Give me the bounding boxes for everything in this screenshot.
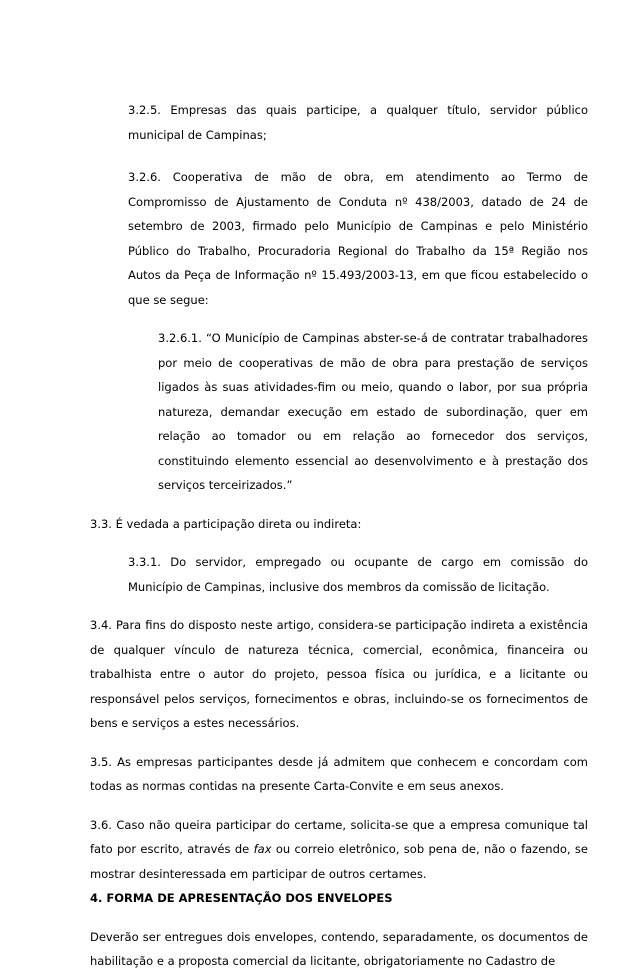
clause-3-5: 3.5. As empresas participantes desde já admitem que conhecem e concordam com todas as normas contidas na presente Carta-Convite e em seus anexos. xyxy=(90,754,588,793)
clause-3-6-text-start: 3.6. Caso não queira participar do certame, solicita-se que a empresa comunique tal fato por escrito, através de xyxy=(90,817,588,856)
clause-3-2-6-1: 3.2.6.1. “O Município de Campinas abster-se-á de contratar trabalhadores por meio de cooperativas de mão de obra para prestação de serviços ligados às suas atividades-fim ou meio, quando o labor, por sua própria natureza, demandar execução em estado de subordinação, quer em relação ao tomador ou em relação ao fornecedor dos serviços, constituindo elemento essencial ao desenvolvimento e à prestação dos serviços terceirizados.” xyxy=(158,331,588,492)
clause-3-3-1: 3.3.1. Do servidor, empregado ou ocupante de cargo em comissão do Município de Campinas, inclusive dos membros da comissão de licitação. xyxy=(128,555,588,594)
clause-3-6-text-end: ou correio eletrônico, sob pena de, não o fazendo, se mostrar desinteressada em participar de outros certames. xyxy=(90,842,588,881)
clause-3-4: 3.4. Para fins do disposto neste artigo, considera-se participação indireta a existência de qualquer vínculo de natureza técnica, comercial, econômica, financeira ou trabalhista entre o autor do projeto, pessoa física ou jurídica, e a licitante ou responsável pelos serviços, fornecimentos e obras, incluindo-se os fornecimentos de bens e serviços a estes necessários. xyxy=(90,618,588,730)
clause-3-2-6: 3.2.6. Cooperativa de mão de obra, em atendimento ao Termo de Compromisso de Ajustamento de Conduta nº 438/2003, datado de 24 de setembro de 2003, firmado pelo Município de Campinas e pelo Ministério Público do Trabalho, Procuradoria Regional do Trabalho da 15ª Região nos Autos da Peça de Informação nº 15.493/2003-13, em que ficou estabelecido o que se segue: xyxy=(128,170,588,307)
clause-3-2-5: 3.2.5. Empresas das quais participe, a qualquer título, servidor público municipal de Campinas; xyxy=(128,103,588,142)
clause-3-6-text-italic: fax xyxy=(253,842,272,856)
section-4-paragraph: Deverão ser entregues dois envelopes, contendo, separadamente, os documentos de habilitação e a proposta comercial da licitante, obrigatoriamente no Cadastro de xyxy=(90,929,588,968)
clause-3-3: 3.3. É vedada a participação direta ou indireta: xyxy=(90,516,362,531)
section-4-heading: 4. FORMA DE APRESENTAÇÃO DOS ENVELOPES xyxy=(90,891,393,905)
clause-3-6 xyxy=(90,813,588,887)
document-page xyxy=(90,98,588,974)
